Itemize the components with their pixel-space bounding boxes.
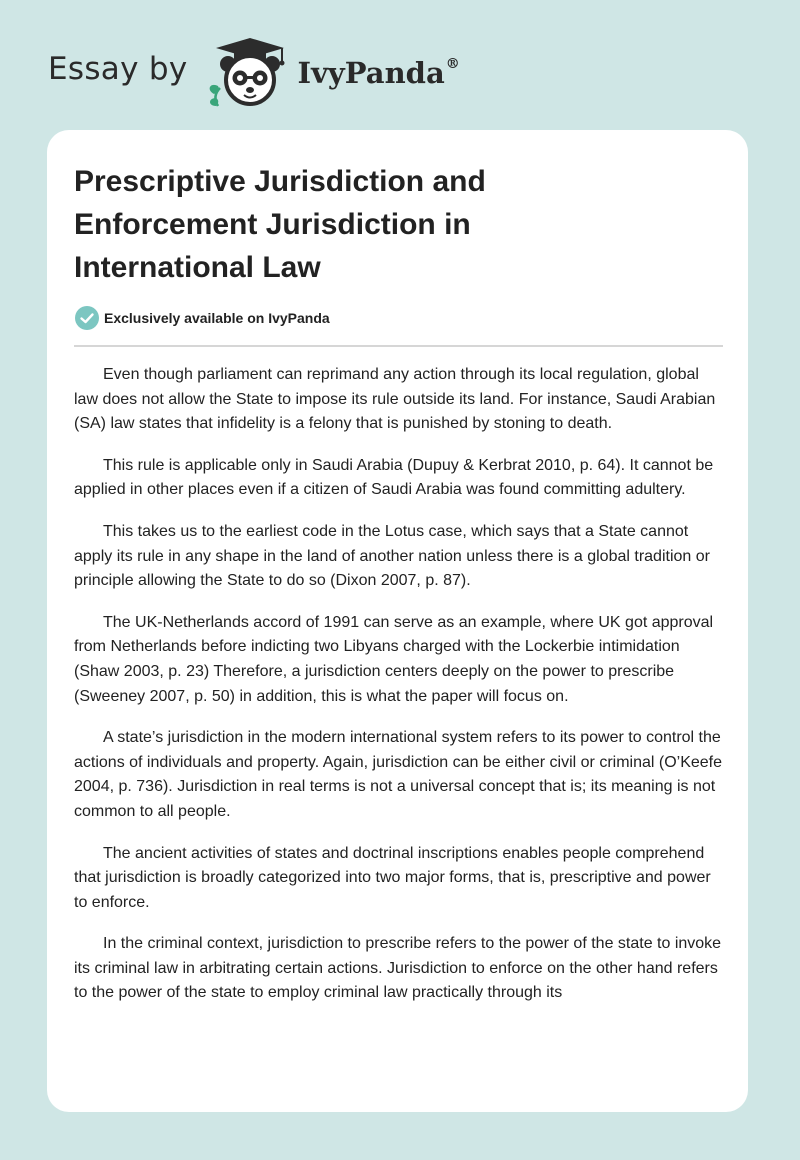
paragraph: In the criminal context, jurisdiction to prescribe refers to the power of the state to invoke its criminal law in arbitrating certain actions. Jurisdiction to enforce on the other hand refers to the power of the state to employ criminal law practically through its <box>74 935 722 1002</box>
paragraph: This rule is applicable only in Saudi Arabia (Dupuy & Kerbrat 2010, p. 64). It cannot be applied in other places even if a citizen of Saudi Arabia was found committing adultery. <box>74 456 714 499</box>
essay-title: Prescriptive Jurisdiction and Enforcement Jurisdiction in International Law <box>74 165 486 284</box>
essay-body <box>74 363 726 1023</box>
paragraph: Even though parliament can reprimand any action through its local regulation, global law does not allow the State to impose its rule outside its land. For instance, Saudi Arabian (SA) law states that infidelity is a felony that is punished by stoning to death. <box>74 366 716 433</box>
exclusive-badge <box>74 305 330 331</box>
ivypanda-logo-icon[interactable] <box>202 36 294 108</box>
paragraph: The ancient activities of states and doctrinal inscriptions enables people comprehend that jurisdiction is broadly categorized into two major forms, that is, prescriptive and power to enforce. <box>74 844 711 911</box>
brand-header <box>48 36 460 108</box>
essay-by-label: Essay by <box>48 51 188 87</box>
paragraph: A state’s jurisdiction in the modern international system refers to its power to control the actions of individuals and property. Again, jurisdiction can be either civil or criminal (O’Keefe 2004, p. 736). Jurisdiction in real terms is not a universal concept that is; its meaning is not common to all people. <box>74 729 723 820</box>
divider <box>74 345 723 347</box>
paragraph: The UK-Netherlands accord of 1991 can serve as an example, where UK got approval from Netherlands before indicting two Libyans charged with the Lockerbie intimidation (Shaw 2003, p. 23) Therefore, a jurisdiction centers deeply on the power to prescribe (Sweeney 2007, p. 50) in addition, this is what the paper will focus on. <box>74 613 714 705</box>
exclusive-label: Exclusively available on IvyPanda <box>104 310 330 326</box>
paragraph: This takes us to the earliest code in the Lotus case, which says that a State cannot apply its rule in any shape in the land of another nation unless there is a global tradition or principle allowing the State to do so (Dixon 2007, p. 87). <box>74 522 710 590</box>
registered-mark: ® <box>445 56 460 72</box>
essay-card <box>47 130 748 1112</box>
brand-name-text: IvyPanda <box>297 56 445 90</box>
check-circle-icon <box>74 305 100 331</box>
brand-name <box>298 56 460 90</box>
